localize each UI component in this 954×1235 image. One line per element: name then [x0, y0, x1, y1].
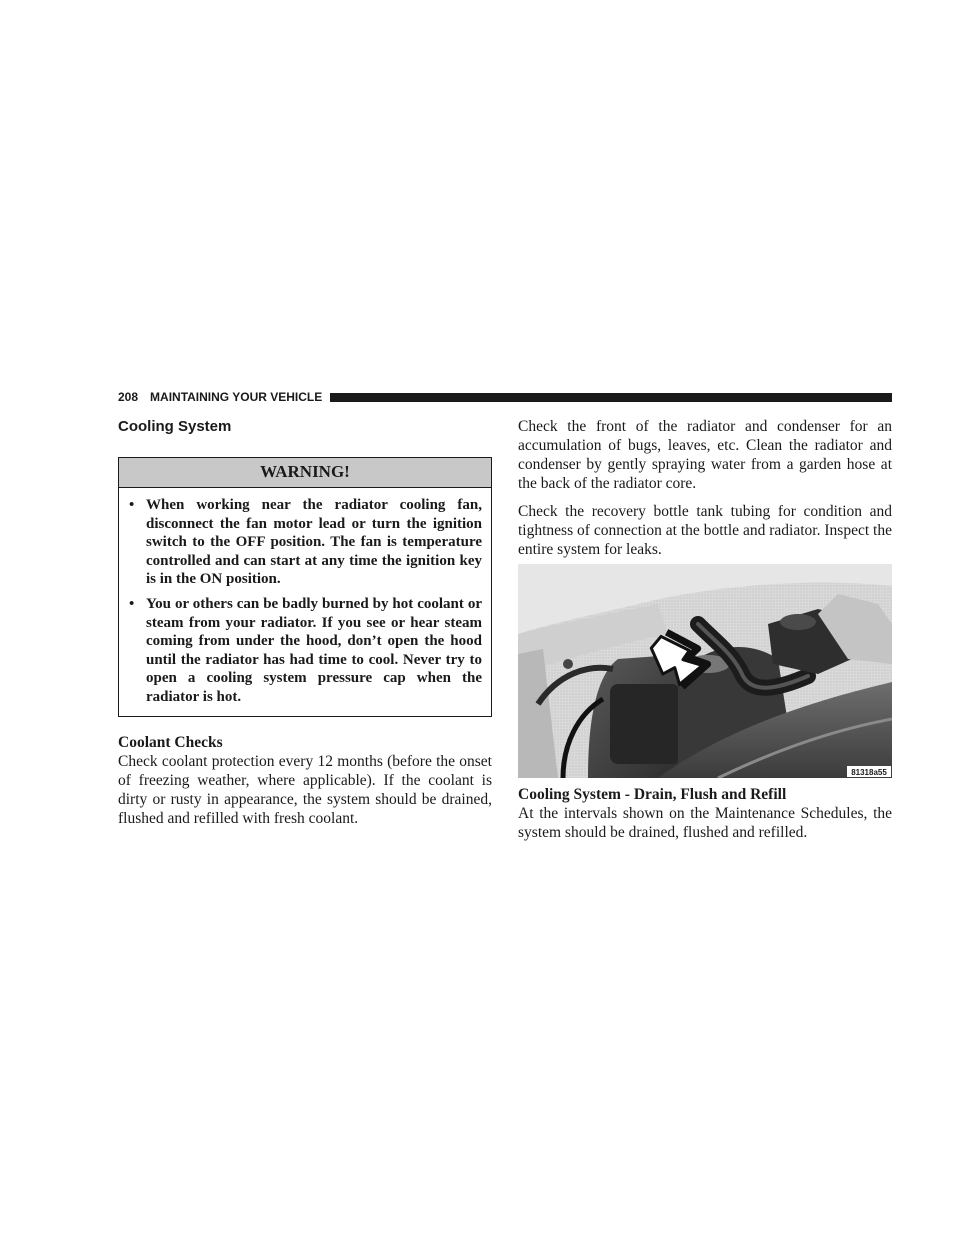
warning-item — [129, 595, 482, 707]
warning-box — [118, 457, 492, 717]
bullet-icon: • — [129, 497, 135, 513]
coolant-checks-heading: Coolant Checks — [118, 733, 223, 751]
warning-list — [119, 488, 491, 716]
left-column — [118, 417, 492, 828]
recovery-bottle-paragraph: Check the recovery bottle tank tubing for condition and tightness of connection at the bottle and radiator. Inspect the entire system for leaks. — [518, 503, 892, 558]
page-number: 208 — [118, 390, 139, 404]
warning-item-text: When working near the radiator cooling fan, disconnect the fan motor lead or turn the ignition switch to the OFF position. The fan is temperature controlled and can start at any time the ignition key is in the ON position. — [146, 497, 482, 588]
image-code: 81318a55 — [851, 768, 887, 777]
section-title: Cooling System — [118, 418, 232, 435]
warning-item — [129, 496, 482, 589]
warning-title: WARNING! — [119, 458, 491, 488]
drain-flush-heading: Cooling System - Drain, Flush and Refill — [518, 786, 787, 803]
coolant-checks-text: Check coolant protection every 12 months (before the onset of freezing weather, where applicable). If the coolant is dirty or rusty in appearance, the system should be drained, flushed and refilled with fresh coolant. — [118, 752, 492, 827]
warning-item-text: You or others can be badly burned by hot coolant or steam from your radiator. If you see or hear steam coming from under the hood, don’t open the hood until the radiator has had time to cool. Never try to open a cooling system pressure cap when the radiator is hot. — [146, 595, 482, 705]
radiator-paragraph: Check the front of the radiator and condenser for an accumulation of bugs, leaves, etc. Clean the radiator and condenser by gently spraying water from a garden hose at the back of the radiator core. — [518, 418, 892, 492]
bullet-icon: • — [129, 595, 135, 612]
page-header — [118, 389, 892, 405]
drain-flush-text: At the intervals shown on the Maintenance Schedules, the system should be drained, flushed and refilled. — [518, 805, 892, 841]
engine-bay-photo — [518, 564, 892, 778]
header-rule — [330, 393, 892, 402]
section-label: MAINTAINING YOUR VEHICLE — [150, 390, 323, 404]
right-column — [518, 417, 892, 842]
